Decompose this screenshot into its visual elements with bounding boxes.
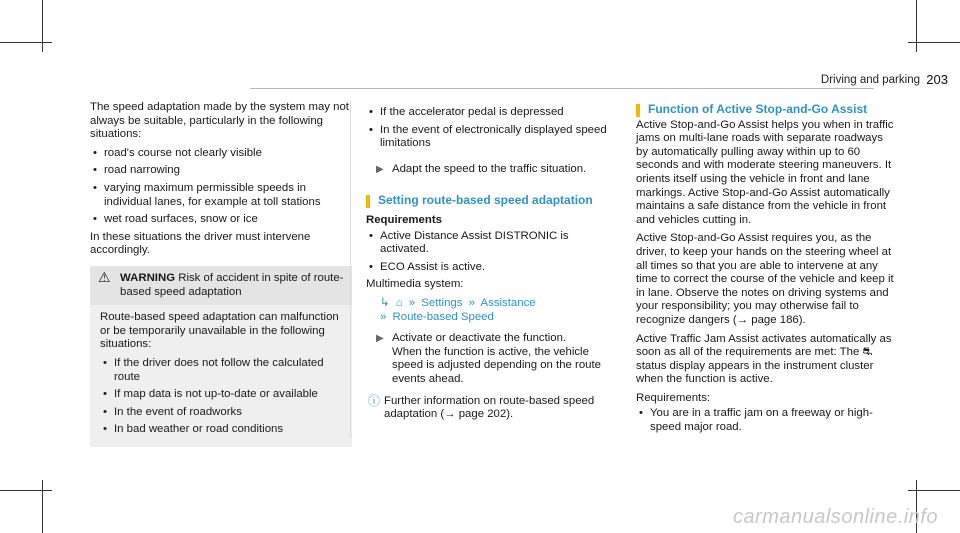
section-title: Function of Active Stop-and-Go Assist (636, 103, 898, 117)
action-arrow-icon: ▶ (376, 333, 384, 345)
list-item: • road's course not clearly visible (93, 146, 262, 159)
chevron-icon: » (468, 296, 475, 309)
list-item: • In the event of roadworks (103, 405, 242, 418)
warning-text: Route-based speed adaptation can malfunction or be temporarily unavailable in the following situations: (100, 311, 339, 351)
action-step: ▶ Activate or deactivate the function. When the function is active, the vehicle speed is adjusted depending on the route events ahead. (376, 332, 601, 385)
paragraph: Active Stop-and-Go Assist helps you when in traffic jams on multi-lane roads with separate roadways by automatically pulling away within up to 60 seconds and with moderate steering maneuvers. It orients itself using the vehicle in front and lane markings. Active Stop-and-Go Assist automatically maintains a safe distance from the vehicle in front and vehicles cutting in. (636, 118, 894, 226)
paragraph: Active Stop-and-Go Assist requires you, as the driver, to keep your hands on the steering wheel at all times so that you are able to intervene at any time to correct the course of the vehicle and keep it in lane. Observe the notes on driving systems and your responsibility; you may otherwise fail to recognize dangers (→ page 186). (636, 232, 894, 326)
warning-title: Risk of accident in spite of route-based speed adaptation (120, 271, 344, 298)
list-item: • ECO Assist is active. (369, 260, 486, 273)
chevron-icon: » (408, 296, 416, 309)
warning-label: WARNING (120, 271, 176, 284)
path-route-based-speed: Route-based Speed (392, 310, 494, 323)
requirements-heading: Requirements: (636, 391, 711, 404)
path-settings: Settings (421, 296, 463, 309)
page-number: 203 (926, 72, 948, 87)
column-divider (350, 101, 351, 439)
crop-mark (0, 490, 52, 491)
info-note: ⓘ Further information on route-based speed adaptation (→ page 202). (368, 393, 595, 421)
right-column (636, 103, 898, 439)
list-item: • If the driver does not follow the calculated route (103, 356, 324, 383)
paragraph: Active Traffic Jam Assist activates automatically as soon as all of the requirements are met: The ⛐ status display appears in the instrument cluster when the function is active. (636, 332, 892, 386)
crop-mark (0, 42, 52, 43)
menu-path (380, 297, 616, 324)
header-title: Driving and parking (820, 74, 920, 86)
section-marker (366, 195, 370, 208)
crop-mark (916, 0, 917, 52)
warning-header (90, 266, 352, 305)
list-item: • road narrowing (93, 164, 180, 177)
path-arrow-icon: ↳ (380, 296, 390, 309)
intro-text: The speed adaptation made by the system may not always be suitable, particularly in the following situations: (90, 101, 349, 141)
warning-box (90, 266, 352, 447)
home-icon: ⌂ (395, 296, 403, 309)
header-rule (250, 88, 874, 89)
list-item: • If the accelerator pedal is depressed (369, 106, 564, 118)
list-item: • Active Distance Assist DISTRONIC is activated. (369, 229, 569, 256)
requirements-heading: Requirements (366, 213, 442, 226)
situations-list (90, 147, 352, 227)
watermark: carmanualsonline.info (732, 506, 938, 528)
path-assistance: Assistance (480, 296, 536, 309)
crop-mark (42, 0, 43, 52)
left-column (90, 101, 352, 447)
chevron-icon: » (380, 310, 387, 323)
section-title: Setting route-based speed adaptation (366, 194, 616, 208)
crop-mark (42, 480, 43, 533)
multimedia-label: Multimedia system: (366, 278, 464, 291)
list-item: • varying maximum permissible speeds in individual lanes, for example at toll stations (93, 181, 321, 208)
outro-text: In these situations the driver must intervene accordingly. (90, 230, 311, 257)
list-item: • In bad weather or road conditions (103, 423, 284, 436)
list-item: • wet road surfaces, snow or ice (93, 213, 258, 226)
list-item: • In the event of electronically displayed speed limitations (369, 123, 607, 150)
action-step: ▶ Adapt the speed to the traffic situation. (376, 162, 587, 175)
info-icon: ⓘ (368, 393, 381, 408)
list-item: • You are in a traffic jam on a freeway or high-speed major road. (639, 407, 873, 434)
page-header (640, 66, 960, 86)
action-arrow-icon: ▶ (376, 163, 384, 175)
warning-icon: ⚠ (98, 268, 111, 285)
section-marker (636, 104, 640, 117)
list-item: • If map data is not up-to-date or available (103, 388, 318, 401)
middle-column (366, 106, 616, 422)
warning-body (90, 305, 352, 447)
